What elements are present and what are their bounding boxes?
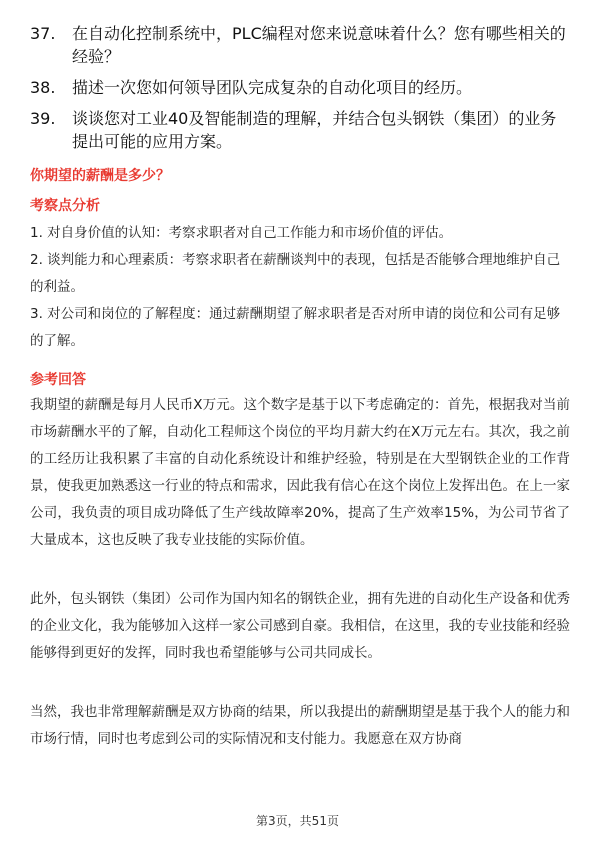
- question-text: 在自动化控制系统中，PLC编程对您来说意味着什么？您有哪些相关的经验？: [72, 24, 566, 66]
- question-text: 描述一次您如何领导团队完成复杂的自动化项目的经历。: [72, 78, 473, 97]
- analysis-section: [30, 196, 570, 355]
- question-list: [30, 22, 570, 161]
- question-number: 37.: [30, 24, 56, 43]
- analysis-point: 3. 对公司和岗位的了解程度：通过薪酬期望了解求职者是否对所申请的岗位和公司有足够的了解。: [30, 306, 561, 349]
- question-number: 39.: [30, 109, 56, 128]
- answer-paragraph: 当然，我也非常理解薪酬是双方协商的结果，所以我提出的薪酬期望是基于我个人的能力和市场行情，同时也考虑到公司的实际情况和支付能力。我愿意在双方协商: [30, 704, 570, 747]
- answer-paragraph: 此外，包头钢铁（集团）公司作为国内知名的钢铁企业，拥有先进的自动化生产设备和优秀的企业文化，我为能够加入这样一家公司感到自豪。我相信，在这里，我的专业技能和经验能够得到更好的发挥，同时我也希望能够与公司共同成长。: [30, 591, 570, 661]
- answer-heading: 参考回答: [30, 372, 86, 388]
- question-text: 谈谈您对工业40及智能制造的理解，并结合包头钢铁（集团）的业务提出可能的应用方案。: [72, 109, 557, 151]
- answer-section: [30, 370, 570, 753]
- salary-question-section: [30, 166, 570, 186]
- section-title: 你期望的薪酬是多少？: [30, 168, 170, 184]
- analysis-point: 2. 谈判能力和心理素质：考察求职者在薪酬谈判中的表现，包括是否能够合理地维护自己的利益。: [30, 252, 561, 295]
- question-item: [30, 76, 570, 99]
- analysis-point: 1. 对自身价值的认知：考察求职者对自己工作能力和市场价值的评估。: [30, 225, 453, 241]
- question-item: [30, 107, 570, 153]
- analysis-heading: 考察点分析: [30, 198, 100, 214]
- page-number: 第3页，共51页: [256, 814, 339, 828]
- answer-paragraph: 我期望的薪酬是每月人民币X万元。这个数字是基于以下考虑确定的：首先，根据我对当前市场薪酬水平的了解，自动化工程师这个岗位的平均月薪大约在X万元左右。其次，我之前的工经历让我积累了丰富的自动化系统设计和维护经验，特别是在大型钢铁企业的工作背景，使我更加熟悉这一行业的特点和需求，因此我有信心在这个岗位上发挥出色。在上一家公司，我负责的项目成功降低了生产线故障率20%，提高了生产效率15%，为公司节省了大量成本，这也反映了我专业技能的实际价值。: [30, 397, 570, 548]
- question-number: 38.: [30, 78, 56, 97]
- question-item: [30, 22, 570, 68]
